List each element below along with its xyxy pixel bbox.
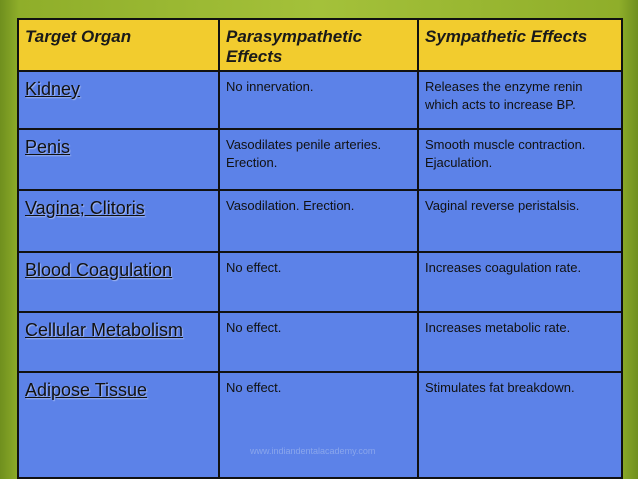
parasympathetic-cell: No effect. — [219, 312, 418, 372]
table-row — [18, 372, 622, 478]
header-row — [18, 19, 622, 71]
table-row — [18, 312, 622, 372]
table-row — [18, 71, 622, 129]
organ-cell[interactable]: Blood Coagulation — [18, 252, 219, 312]
sympathetic-cell: Increases metabolic rate. — [418, 312, 622, 372]
parasympathetic-cell: No effect. — [219, 252, 418, 312]
table-row — [18, 129, 622, 190]
table-frame — [17, 18, 621, 479]
header-sympathetic: Sympathetic Effects — [418, 19, 622, 71]
table-row — [18, 252, 622, 312]
organ-cell[interactable]: Kidney — [18, 71, 219, 129]
organ-cell[interactable]: Penis — [18, 129, 219, 190]
parasympathetic-cell: No innervation. — [219, 71, 418, 129]
organ-cell[interactable]: Adipose Tissue — [18, 372, 219, 478]
organ-cell[interactable]: Vagina; Clitoris — [18, 190, 219, 252]
sympathetic-cell: Stimulates fat breakdown. — [418, 372, 622, 478]
sympathetic-cell: Releases the enzyme renin which acts to increase BP. — [418, 71, 622, 129]
parasympathetic-cell: Vasodilation. Erection. — [219, 190, 418, 252]
parasympathetic-cell: No effect. — [219, 372, 418, 478]
watermark: www.indiandentalacademy.com — [250, 446, 376, 456]
table-row — [18, 190, 622, 252]
autonomic-effects-table — [17, 18, 623, 479]
header-target-organ: Target Organ — [18, 19, 219, 71]
sympathetic-cell: Vaginal reverse peristalsis. — [418, 190, 622, 252]
organ-cell[interactable]: Cellular Metabolism — [18, 312, 219, 372]
header-parasympathetic: Parasympathetic Effects — [219, 19, 418, 71]
sympathetic-cell: Smooth muscle contraction. Ejaculation. — [418, 129, 622, 190]
sympathetic-cell: Increases coagulation rate. — [418, 252, 622, 312]
parasympathetic-cell: Vasodilates penile arteries. Erection. — [219, 129, 418, 190]
